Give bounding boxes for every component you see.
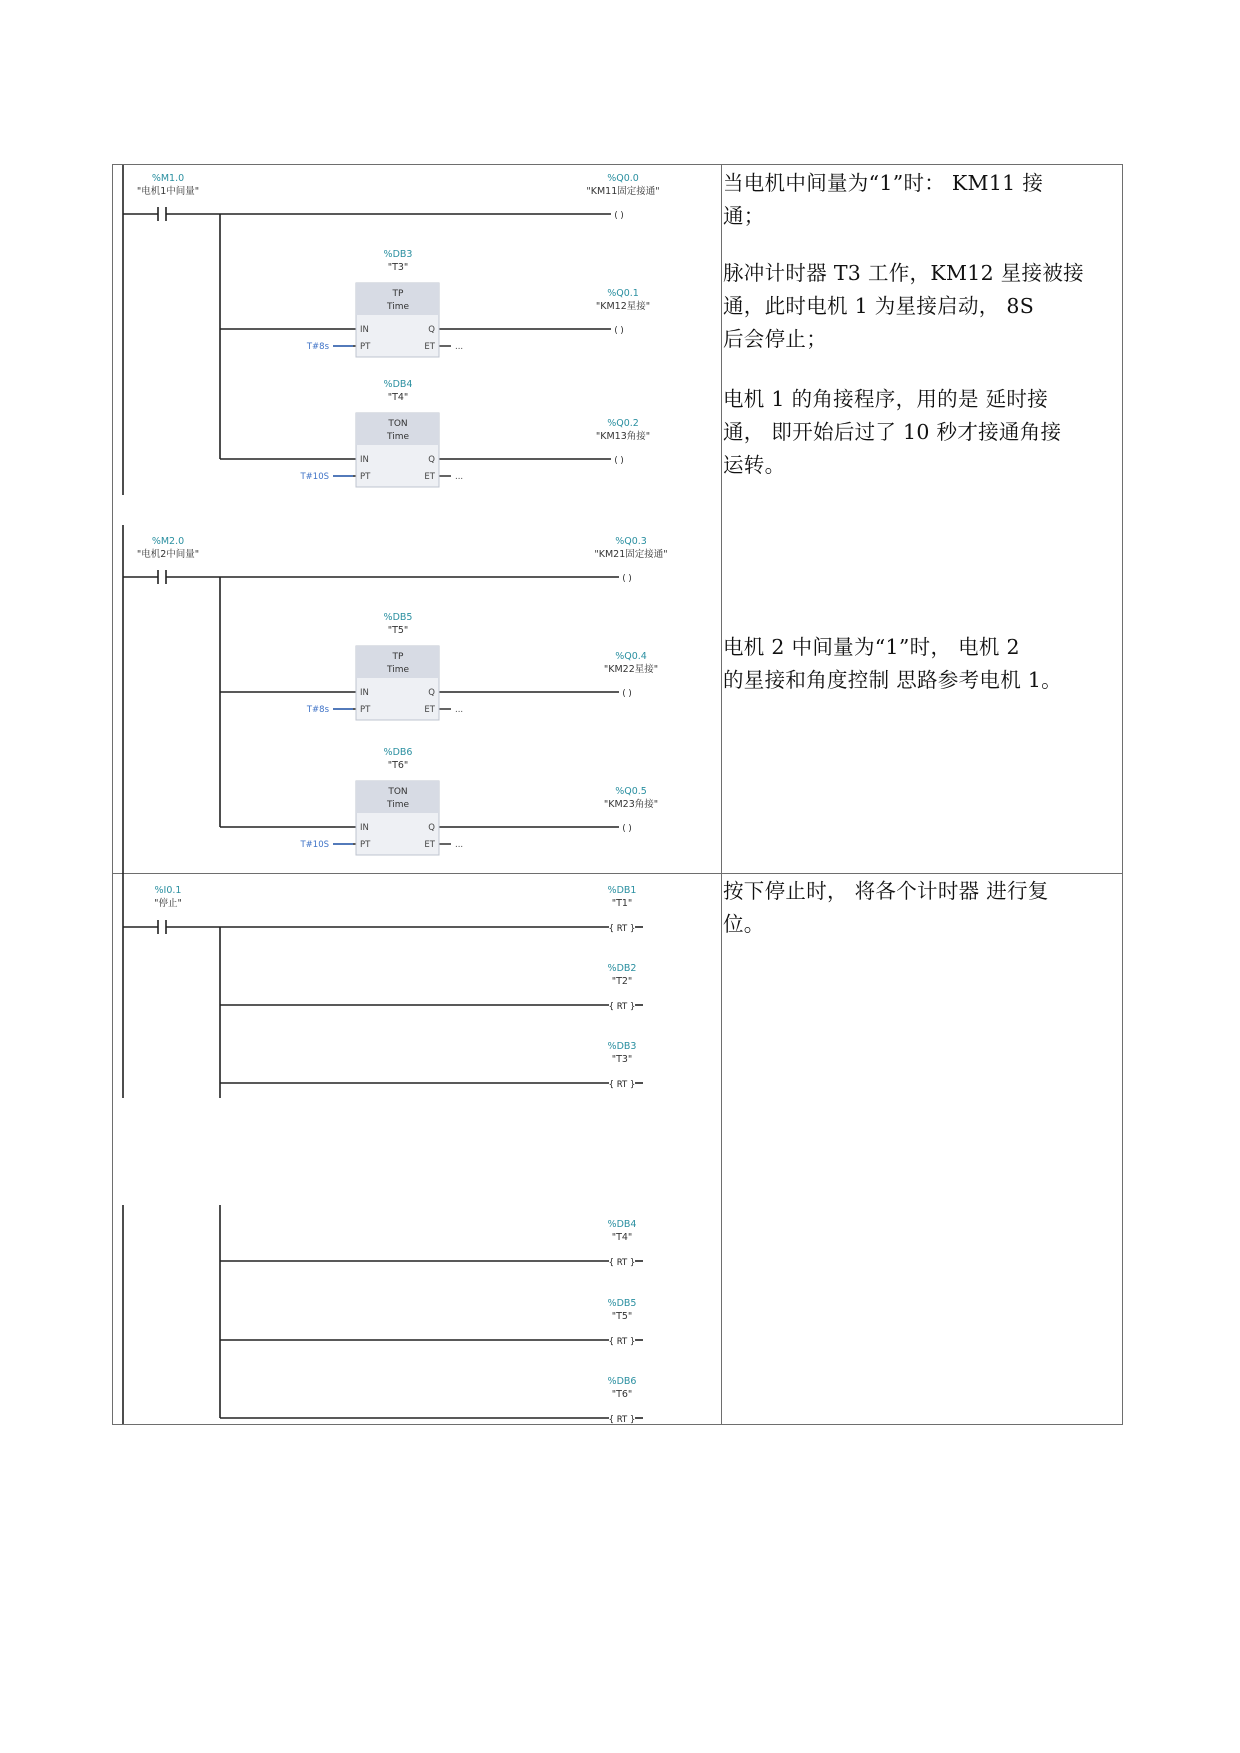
coil-tag: "KM11固定接通" bbox=[586, 186, 660, 197]
pin-et-dots: ... bbox=[455, 472, 464, 482]
reset-timer-name: "T4" bbox=[611, 1232, 633, 1243]
pin-in: IN bbox=[360, 325, 369, 335]
reset-db: %DB1 bbox=[607, 885, 637, 896]
preset-time: T#8s bbox=[306, 705, 329, 715]
coil-address: %Q0.3 bbox=[615, 536, 647, 547]
coil-address: %Q0.1 bbox=[607, 288, 639, 299]
desc-line: 电机 1 的角接程序，用的是 延时接 bbox=[723, 387, 1048, 411]
timer-name: "T5" bbox=[387, 625, 409, 636]
desc-line: 位。 bbox=[723, 912, 765, 936]
timer-subtype: Time bbox=[386, 302, 410, 312]
description-stop-reset bbox=[723, 875, 1121, 941]
contact-tag: "电机1中间量" bbox=[136, 186, 200, 197]
desc-line: 的星接和角度控制 思路参考电机 1。 bbox=[723, 668, 1062, 692]
coil-symbol: ( ) bbox=[622, 689, 632, 699]
description-pulse-timer bbox=[723, 257, 1121, 356]
timer-type: TP bbox=[392, 652, 404, 662]
desc-line: 脉冲计时器 T3 工作，KM12 星接被接 bbox=[723, 261, 1084, 285]
timer-name: "T4" bbox=[387, 392, 409, 403]
coil-symbol: ( ) bbox=[622, 824, 632, 834]
reset-db: %DB2 bbox=[607, 963, 637, 974]
pin-pt: PT bbox=[360, 342, 371, 352]
desc-line: 电机 2 中间量为“1”时， 电机 2 bbox=[723, 635, 1020, 659]
coil-tag: "KM12星接" bbox=[595, 301, 651, 312]
timer-subtype: Time bbox=[386, 432, 410, 442]
coil-tag: "KM23角接" bbox=[603, 799, 659, 810]
reset-coil: { RT } bbox=[608, 924, 636, 934]
pin-et: ET bbox=[424, 472, 435, 482]
contact-address: %M2.0 bbox=[151, 536, 185, 547]
pin-et: ET bbox=[424, 840, 435, 850]
reset-timer-name: "T5" bbox=[611, 1311, 633, 1322]
desc-line: 后会停止； bbox=[723, 327, 827, 351]
coil-symbol: ( ) bbox=[614, 326, 624, 336]
document-table bbox=[112, 164, 1123, 1425]
desc-line: 按下停止时， 将各个计时器 进行复 bbox=[723, 879, 1049, 903]
coil-tag: "KM21固定接通" bbox=[594, 549, 668, 560]
timer-name: "T6" bbox=[387, 760, 409, 771]
pin-in: IN bbox=[360, 455, 369, 465]
pin-et-dots: ... bbox=[455, 840, 464, 850]
pin-q: Q bbox=[428, 688, 435, 698]
reset-coil: { RT } bbox=[608, 1080, 636, 1090]
reset-db: %DB5 bbox=[607, 1298, 637, 1309]
description-delta-program bbox=[723, 383, 1121, 482]
desc-line: 通； bbox=[723, 204, 765, 228]
pin-q: Q bbox=[428, 455, 435, 465]
coil-symbol: ( ) bbox=[614, 456, 624, 466]
coil-tag: "KM22星接" bbox=[603, 664, 659, 675]
pin-pt: PT bbox=[360, 840, 371, 850]
pin-in: IN bbox=[360, 688, 369, 698]
coil-symbol: ( ) bbox=[622, 574, 632, 584]
desc-line: 当电机中间量为“1”时： KM11 接 bbox=[723, 171, 1044, 195]
coil-symbol: ( ) bbox=[614, 211, 624, 221]
contact-address: %M1.0 bbox=[151, 173, 185, 184]
timer-type: TON bbox=[388, 787, 408, 797]
pin-et-dots: ... bbox=[455, 342, 464, 352]
desc-line: 运转。 bbox=[723, 453, 786, 477]
contact-address: %I0.1 bbox=[154, 885, 182, 896]
timer-type: TP bbox=[392, 289, 404, 299]
coil-address: %Q0.0 bbox=[607, 173, 639, 184]
timer-db: %DB4 bbox=[383, 379, 413, 390]
pin-q: Q bbox=[428, 325, 435, 335]
timer-db: %DB5 bbox=[383, 612, 413, 623]
reset-db: %DB6 bbox=[607, 1376, 637, 1387]
reset-coil: { RT } bbox=[608, 1258, 636, 1268]
coil-tag: "KM13角接" bbox=[595, 431, 651, 442]
timer-subtype: Time bbox=[386, 665, 410, 675]
reset-timer-name: "T6" bbox=[611, 1389, 633, 1400]
reset-db: %DB4 bbox=[607, 1219, 637, 1230]
reset-coil: { RT } bbox=[608, 1337, 636, 1347]
timer-type: TON bbox=[388, 419, 408, 429]
reset-coil: { RT } bbox=[608, 1415, 636, 1424]
description-km11 bbox=[723, 167, 1121, 233]
coil-address: %Q0.4 bbox=[615, 651, 647, 662]
timer-subtype: Time bbox=[386, 800, 410, 810]
pin-in: IN bbox=[360, 823, 369, 833]
timer-db: %DB3 bbox=[383, 249, 413, 260]
reset-timer-name: "T2" bbox=[611, 976, 633, 987]
pin-et: ET bbox=[424, 705, 435, 715]
pin-et-dots: ... bbox=[455, 705, 464, 715]
coil-address: %Q0.2 bbox=[607, 418, 639, 429]
column-divider bbox=[721, 165, 722, 1424]
pin-pt: PT bbox=[360, 705, 371, 715]
preset-time: T#8s bbox=[306, 342, 329, 352]
timer-name: "T3" bbox=[387, 262, 409, 273]
reset-coil: { RT } bbox=[608, 1002, 636, 1012]
contact-tag: "停止" bbox=[154, 898, 182, 909]
timer-db: %DB6 bbox=[383, 747, 413, 758]
reset-db: %DB3 bbox=[607, 1041, 637, 1052]
ladder-diagrams bbox=[113, 165, 719, 1424]
reset-timer-name: "T1" bbox=[611, 898, 633, 909]
pin-q: Q bbox=[428, 823, 435, 833]
contact-tag: "电机2中间量" bbox=[136, 549, 200, 560]
pin-et: ET bbox=[424, 342, 435, 352]
description-motor2 bbox=[723, 631, 1121, 697]
pin-pt: PT bbox=[360, 472, 371, 482]
desc-line: 通， 即开始后过了 10 秒才接通角接 bbox=[723, 420, 1062, 444]
desc-line: 通，此时电机 1 为星接启动， 8S bbox=[723, 294, 1035, 318]
reset-timer-name: "T3" bbox=[611, 1054, 633, 1065]
preset-time: T#10S bbox=[300, 840, 329, 850]
coil-address: %Q0.5 bbox=[615, 786, 647, 797]
preset-time: T#10S bbox=[300, 472, 329, 482]
